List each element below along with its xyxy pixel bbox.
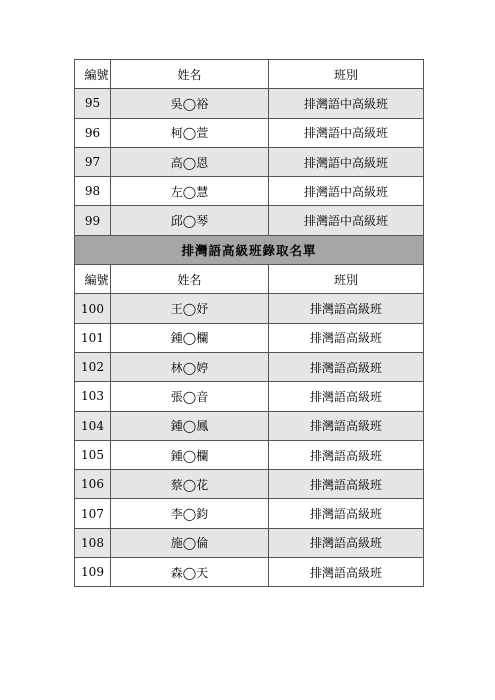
row-class: 排灣語高級班: [269, 470, 424, 499]
row-class: 排灣語高級班: [269, 528, 424, 557]
header-name: 姓名: [111, 265, 269, 294]
table-header-row: [75, 265, 424, 294]
row-number: 99: [75, 206, 111, 235]
row-class: 排灣語高級班: [269, 558, 424, 587]
row-number: 108: [75, 528, 111, 557]
table-row: [75, 147, 424, 176]
row-name: 吳◯裕: [111, 89, 269, 118]
section-title: 排灣語高級班錄取名單: [75, 235, 424, 264]
row-class: 排灣語高級班: [269, 499, 424, 528]
row-number: 102: [75, 352, 111, 381]
admission-list-table: [74, 59, 424, 587]
table-row: [75, 411, 424, 440]
row-name: 左◯慧: [111, 177, 269, 206]
row-number: 100: [75, 294, 111, 323]
row-class: 排灣語高級班: [269, 440, 424, 469]
row-number: 97: [75, 147, 111, 176]
row-name: 施◯倫: [111, 528, 269, 557]
row-number: 101: [75, 323, 111, 352]
table-row: [75, 206, 424, 235]
row-number: 107: [75, 499, 111, 528]
table-row: [75, 323, 424, 352]
row-number: 109: [75, 558, 111, 587]
row-class: 排灣語中高級班: [269, 118, 424, 147]
header-class: 班別: [269, 60, 424, 89]
header-class: 班別: [269, 265, 424, 294]
table-row: [75, 499, 424, 528]
row-number: 95: [75, 89, 111, 118]
row-class: 排灣語中高級班: [269, 147, 424, 176]
row-number: 105: [75, 440, 111, 469]
row-name: 高◯恩: [111, 147, 269, 176]
table-row: [75, 440, 424, 469]
row-number: 98: [75, 177, 111, 206]
table-row: [75, 118, 424, 147]
row-name: 鍾◯鳳: [111, 411, 269, 440]
table-row: [75, 528, 424, 557]
row-class: 排灣語高級班: [269, 382, 424, 411]
table-row: [75, 558, 424, 587]
table-row: [75, 352, 424, 381]
table-row: [75, 470, 424, 499]
row-name: 李◯鈞: [111, 499, 269, 528]
row-class: 排灣語高級班: [269, 411, 424, 440]
row-class: 排灣語中高級班: [269, 89, 424, 118]
row-class: 排灣語高級班: [269, 294, 424, 323]
row-number: 104: [75, 411, 111, 440]
table-header-row: [75, 60, 424, 89]
row-name: 張◯音: [111, 382, 269, 411]
row-name: 蔡◯花: [111, 470, 269, 499]
row-class: 排灣語中高級班: [269, 177, 424, 206]
row-class: 排灣語高級班: [269, 323, 424, 352]
row-name: 森◯天: [111, 558, 269, 587]
row-name: 鍾◯欄: [111, 440, 269, 469]
table-row: [75, 294, 424, 323]
row-name: 王◯妤: [111, 294, 269, 323]
row-name: 鍾◯欄: [111, 323, 269, 352]
row-name: 林◯婷: [111, 352, 269, 381]
row-number: 103: [75, 382, 111, 411]
section-title-row: [75, 235, 424, 264]
header-number: 編號: [75, 60, 111, 89]
header-name: 姓名: [111, 60, 269, 89]
row-number: 106: [75, 470, 111, 499]
row-name: 柯◯萱: [111, 118, 269, 147]
table-row: [75, 382, 424, 411]
header-number: 編號: [75, 265, 111, 294]
row-number: 96: [75, 118, 111, 147]
row-name: 邱◯琴: [111, 206, 269, 235]
table-row: [75, 177, 424, 206]
table-row: [75, 89, 424, 118]
row-class: 排灣語高級班: [269, 352, 424, 381]
row-class: 排灣語中高級班: [269, 206, 424, 235]
